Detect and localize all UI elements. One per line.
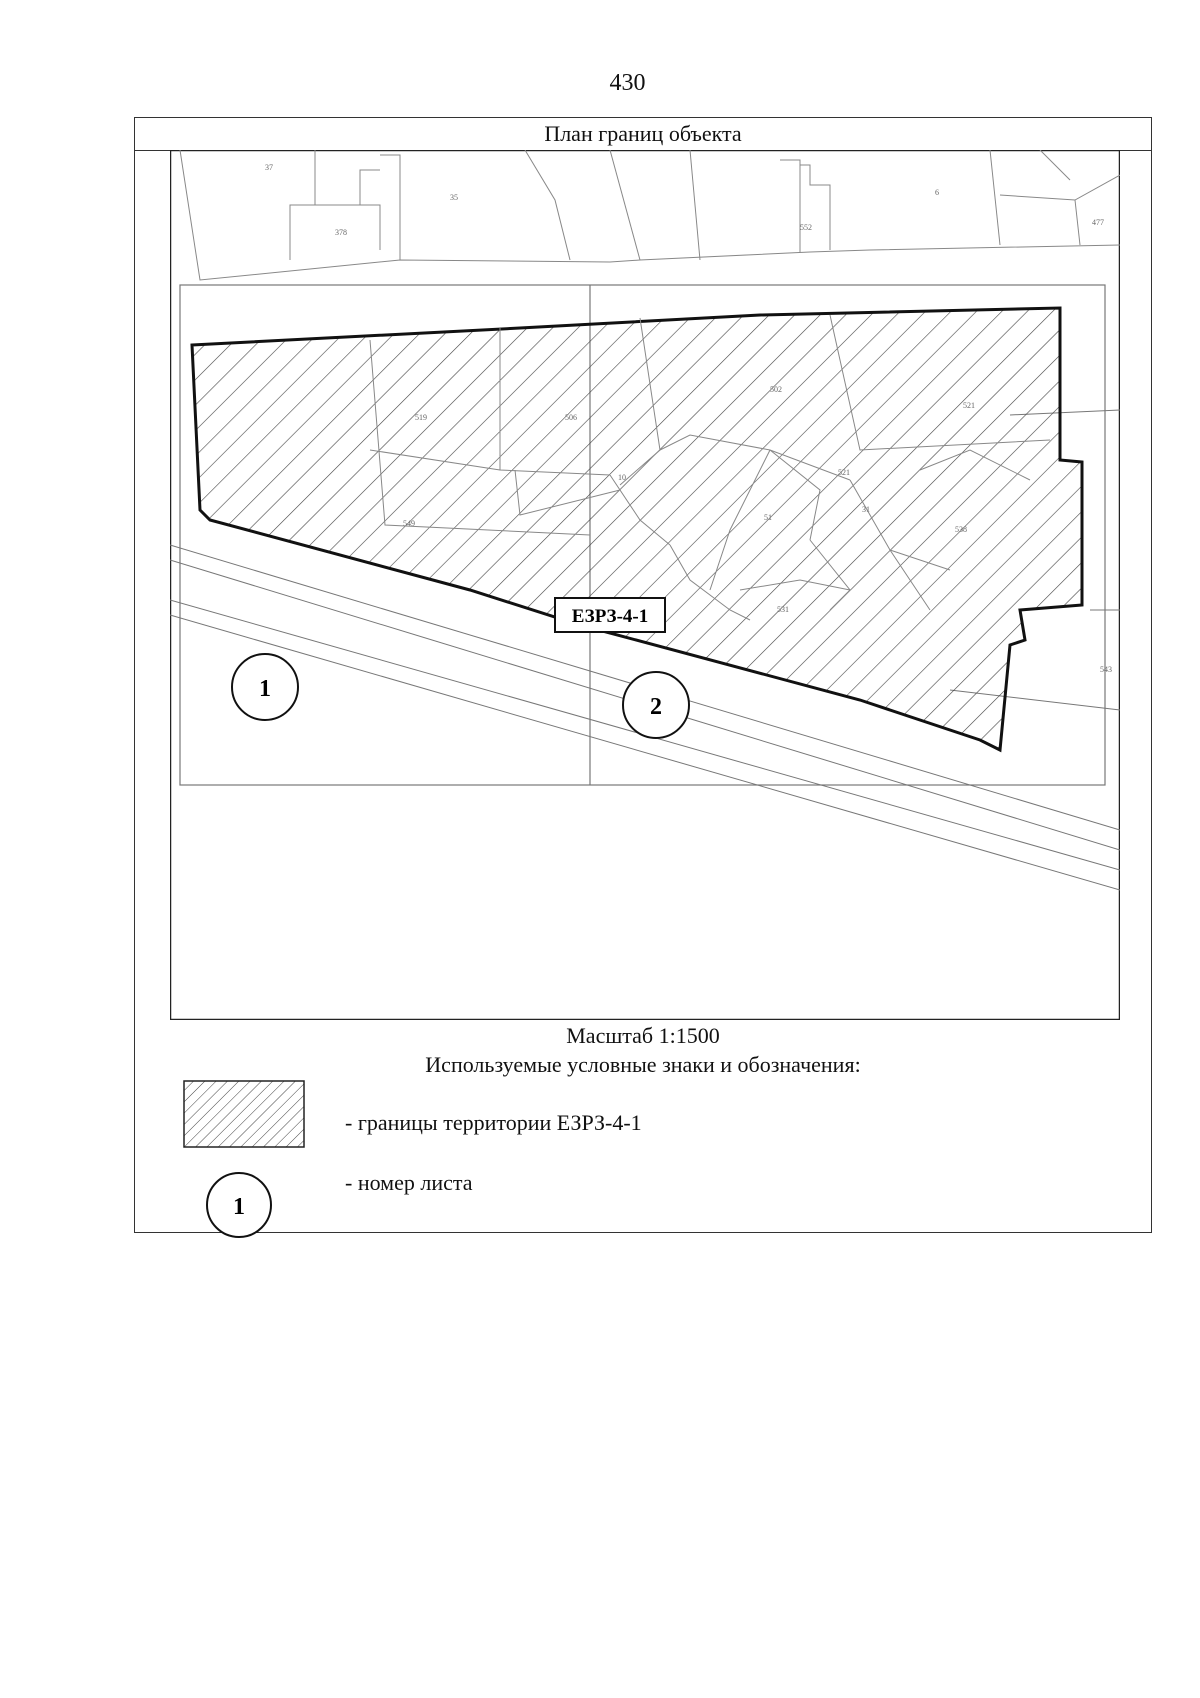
map-svg xyxy=(170,150,1120,1020)
legend-sheet-circle xyxy=(204,1170,274,1240)
parcel-label: 521 xyxy=(963,401,975,410)
parcel-label: 531 xyxy=(777,605,789,614)
top-parcels xyxy=(180,150,1120,280)
parcel-label: 37 xyxy=(265,163,273,172)
parcel-label: 506 xyxy=(565,413,577,422)
sheet-2-number: 2 xyxy=(650,694,662,720)
parcel-label: 549 xyxy=(403,519,415,528)
legend-circle-number: 1 xyxy=(233,1194,245,1220)
parcel-label: 35 xyxy=(450,193,458,202)
parcel-label: 31 xyxy=(862,505,870,514)
sheet-1-number: 1 xyxy=(259,676,271,702)
zone-label: ЕЗРЗ-4-1 xyxy=(571,606,649,627)
parcel-label: 51 xyxy=(764,513,772,522)
plan-title: План границ объекта xyxy=(135,118,1151,151)
legend-circle-label: - номер листа xyxy=(345,1170,473,1195)
map xyxy=(170,150,1120,1020)
parcel-label: 543 xyxy=(1100,665,1112,674)
legend-hatch-swatch xyxy=(183,1080,305,1148)
parcel-label: 6 xyxy=(935,188,939,197)
map-scale: Масштаб 1:1500 xyxy=(566,1023,720,1048)
parcel-label: 10 xyxy=(618,473,626,482)
page-number: 430 xyxy=(609,70,646,96)
parcel-label: 538 xyxy=(955,525,967,534)
parcel-label: 521 xyxy=(838,468,850,477)
parcel-label: 519 xyxy=(415,413,427,422)
parcel-label: 552 xyxy=(800,223,812,232)
parcel-label: 477 xyxy=(1092,218,1104,227)
parcel-label: 502 xyxy=(770,385,782,394)
legend-hatch-label: - границы территории ЕЗРЗ-4-1 xyxy=(345,1110,642,1135)
parcel-label: 378 xyxy=(335,228,347,237)
legend-title: Используемые условные знаки и обозначения: xyxy=(425,1052,861,1077)
